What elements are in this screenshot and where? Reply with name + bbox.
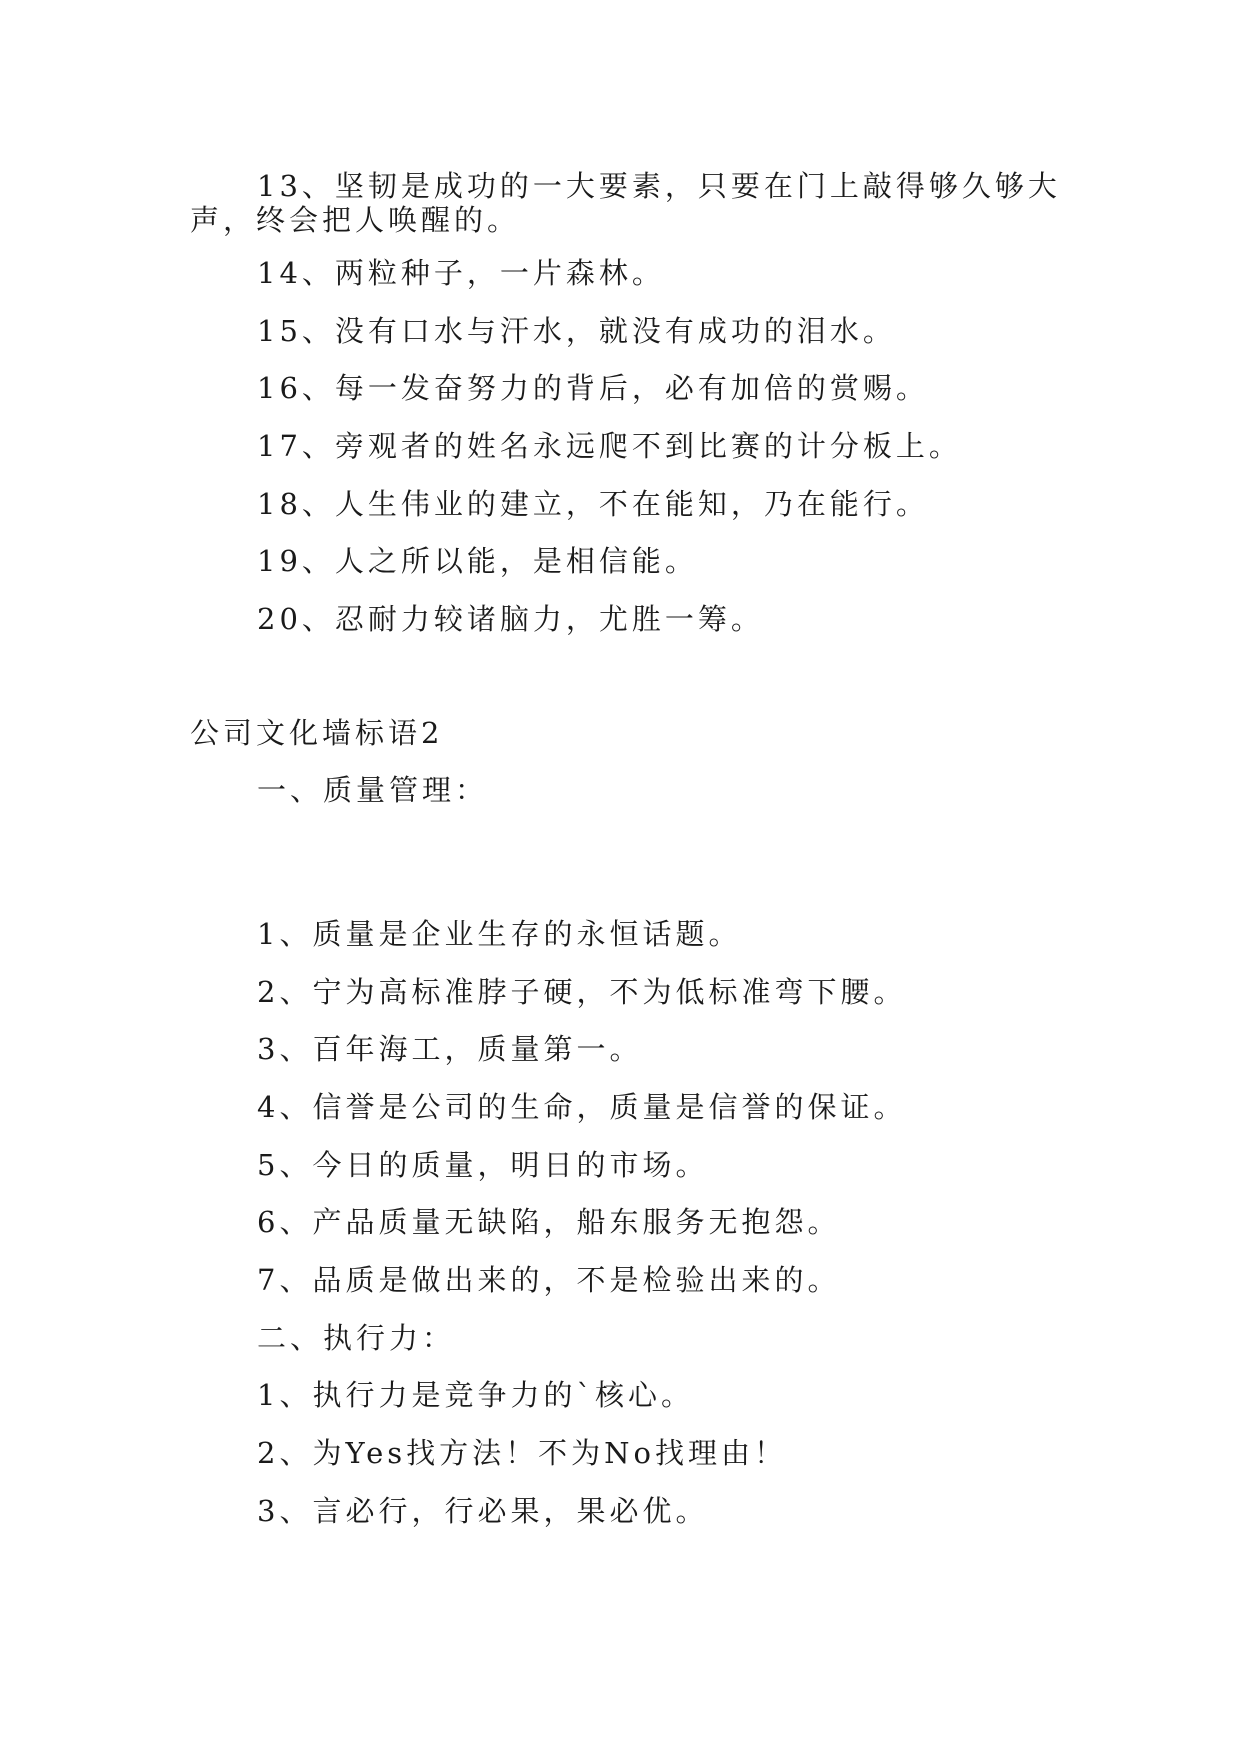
list-item: 5、今日的质量，明日的市场。: [257, 1148, 709, 1182]
paragraph-13-line-2: 声，终会把人唤醒的。: [190, 203, 521, 237]
list-item: 17、旁观者的姓名永远爬不到比赛的计分板上。: [257, 429, 962, 463]
list-item: 14、两粒种子，一片森林。: [257, 256, 665, 290]
list-item: 1、执行力是竞争力的`核心。: [257, 1378, 694, 1412]
list-item: 6、产品质量无缺陷，船东服务无抱怨。: [257, 1205, 841, 1239]
heading-quality: 一、质量管理：: [257, 773, 489, 807]
list-item: 7、品质是做出来的，不是检验出来的。: [257, 1263, 841, 1297]
list-item: 20、忍耐力较诸脑力，尤胜一筹。: [257, 602, 764, 636]
heading-execution: 二、执行力：: [257, 1321, 456, 1355]
list-item: 3、言必行，行必果，果必优。: [257, 1494, 709, 1528]
list-item: 1、质量是企业生存的永恒话题。: [257, 917, 742, 951]
paragraph-13-line-1: 13、坚韧是成功的一大要素，只要在门上敲得够久够大: [257, 169, 1061, 203]
list-item: 3、百年海工，质量第一。: [257, 1032, 643, 1066]
list-item: 16、每一发奋努力的背后，必有加倍的赏赐。: [257, 371, 929, 405]
list-item: 18、人生伟业的建立，不在能知，乃在能行。: [257, 487, 929, 521]
list-item: 19、人之所以能，是相信能。: [257, 544, 698, 578]
section-title: 公司文化墙标语2: [190, 716, 444, 750]
list-item: 15、没有口水与汗水，就没有成功的泪水。: [257, 314, 896, 348]
list-item: 2、为Yes找方法！不为No找理由！: [257, 1436, 787, 1470]
list-item: 4、信誉是公司的生命，质量是信誉的保证。: [257, 1090, 907, 1124]
list-item: 2、宁为高标准脖子硬，不为低标准弯下腰。: [257, 975, 907, 1009]
